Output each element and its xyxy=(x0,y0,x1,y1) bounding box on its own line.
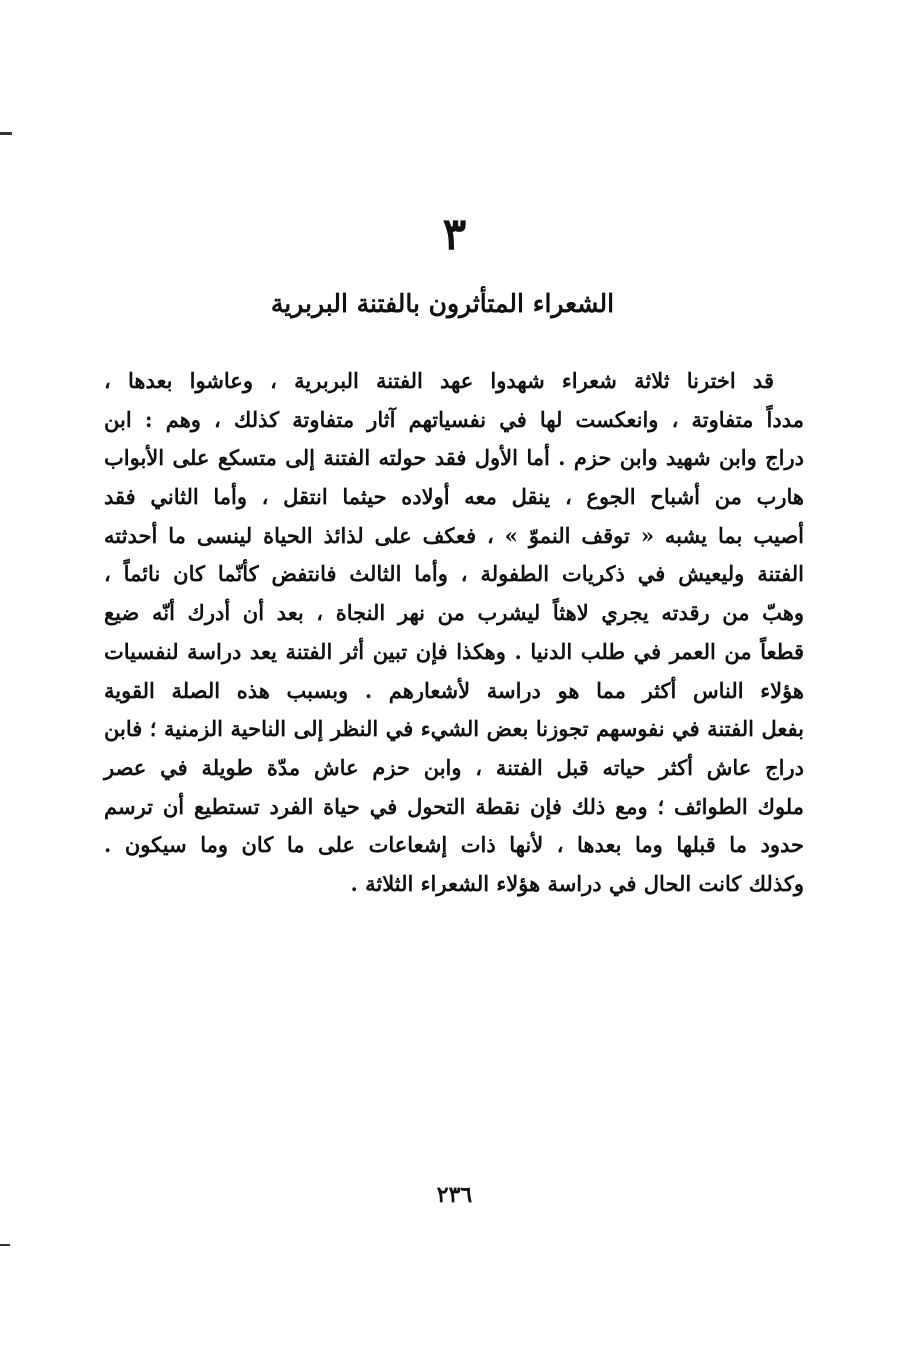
text-line: حدود ما قبلها وما بعدها ، لأنها ذات إشعاعات على ما كان وما سيكون . xyxy=(104,832,804,858)
text-line: هؤلاء الناس أكثر مما هو دراسة لأشعارهم . وبسبب هذه الصلة القوية xyxy=(104,677,804,703)
chapter-title: الشعراء المتأثرون بالفتنة البربرية xyxy=(270,289,615,318)
text-line: قطعاً من العمر في طلب الدنيا . وهكذا فإن تبين أثر الفتنة يعد دراسة لنفسيات xyxy=(104,638,804,664)
text-line: هارب من أشباح الجوع ، ينقل معه أولاده حيثما انتقل ، وأما الثاني فقد xyxy=(104,484,804,510)
text-line: الفتنة وليعيش في ذكريات الطفولة ، وأما الثالث فانتفض كأنّما كان نائماً ، xyxy=(104,561,804,587)
edge-mark-bottom xyxy=(0,1244,10,1246)
text-line: قد اخترنا ثلاثة شعراء شهدوا عهد الفتنة البربرية ، وعاشوا بعدها ، xyxy=(104,368,774,393)
text-line: وهبّ من رقدته يجري لاهثاً ليشرب من نهر النجاة ، بعد أن أدرك أنّه ضيع xyxy=(104,600,804,626)
text-line: دراج وابن شهيد وابن حزم . أما الأول فقد حولته الفتنة إلى متسكع على الأبواب xyxy=(104,445,804,471)
paragraph xyxy=(104,362,804,904)
text-line: أصيب بما يشبه « توقف النموّ » ، فعكف على لذائذ الحياة لينسى ما أحدثته xyxy=(104,522,804,548)
page-number: ٢٣٦ xyxy=(436,1182,473,1208)
text-line: وكذلك كانت الحال في دراسة هؤلاء الشعراء الثلاثة . xyxy=(350,870,804,896)
edge-mark-top xyxy=(0,132,12,135)
text-line: دراج عاش أكثر حياته قبل الفتنة ، وابن حزم عاش مدّة طويلة في عصر xyxy=(104,754,804,780)
text-line: بفعل الفتنة في نفوسهم تجوزنا بعض الشيء في النظر إلى الناحية الزمنية ؛ فابن xyxy=(104,716,804,742)
text-line: مدداً متفاوتة ، وانعكست لها في نفسياتهم آثار متفاوتة كذلك ، وهم : ابن xyxy=(104,406,804,432)
text-line: ملوك الطوائف ؛ ومع ذلك فإن نقطة التحول في حياة الفرد تستطيع أن ترسم xyxy=(104,793,804,819)
chapter-number: ٣ xyxy=(442,209,467,260)
